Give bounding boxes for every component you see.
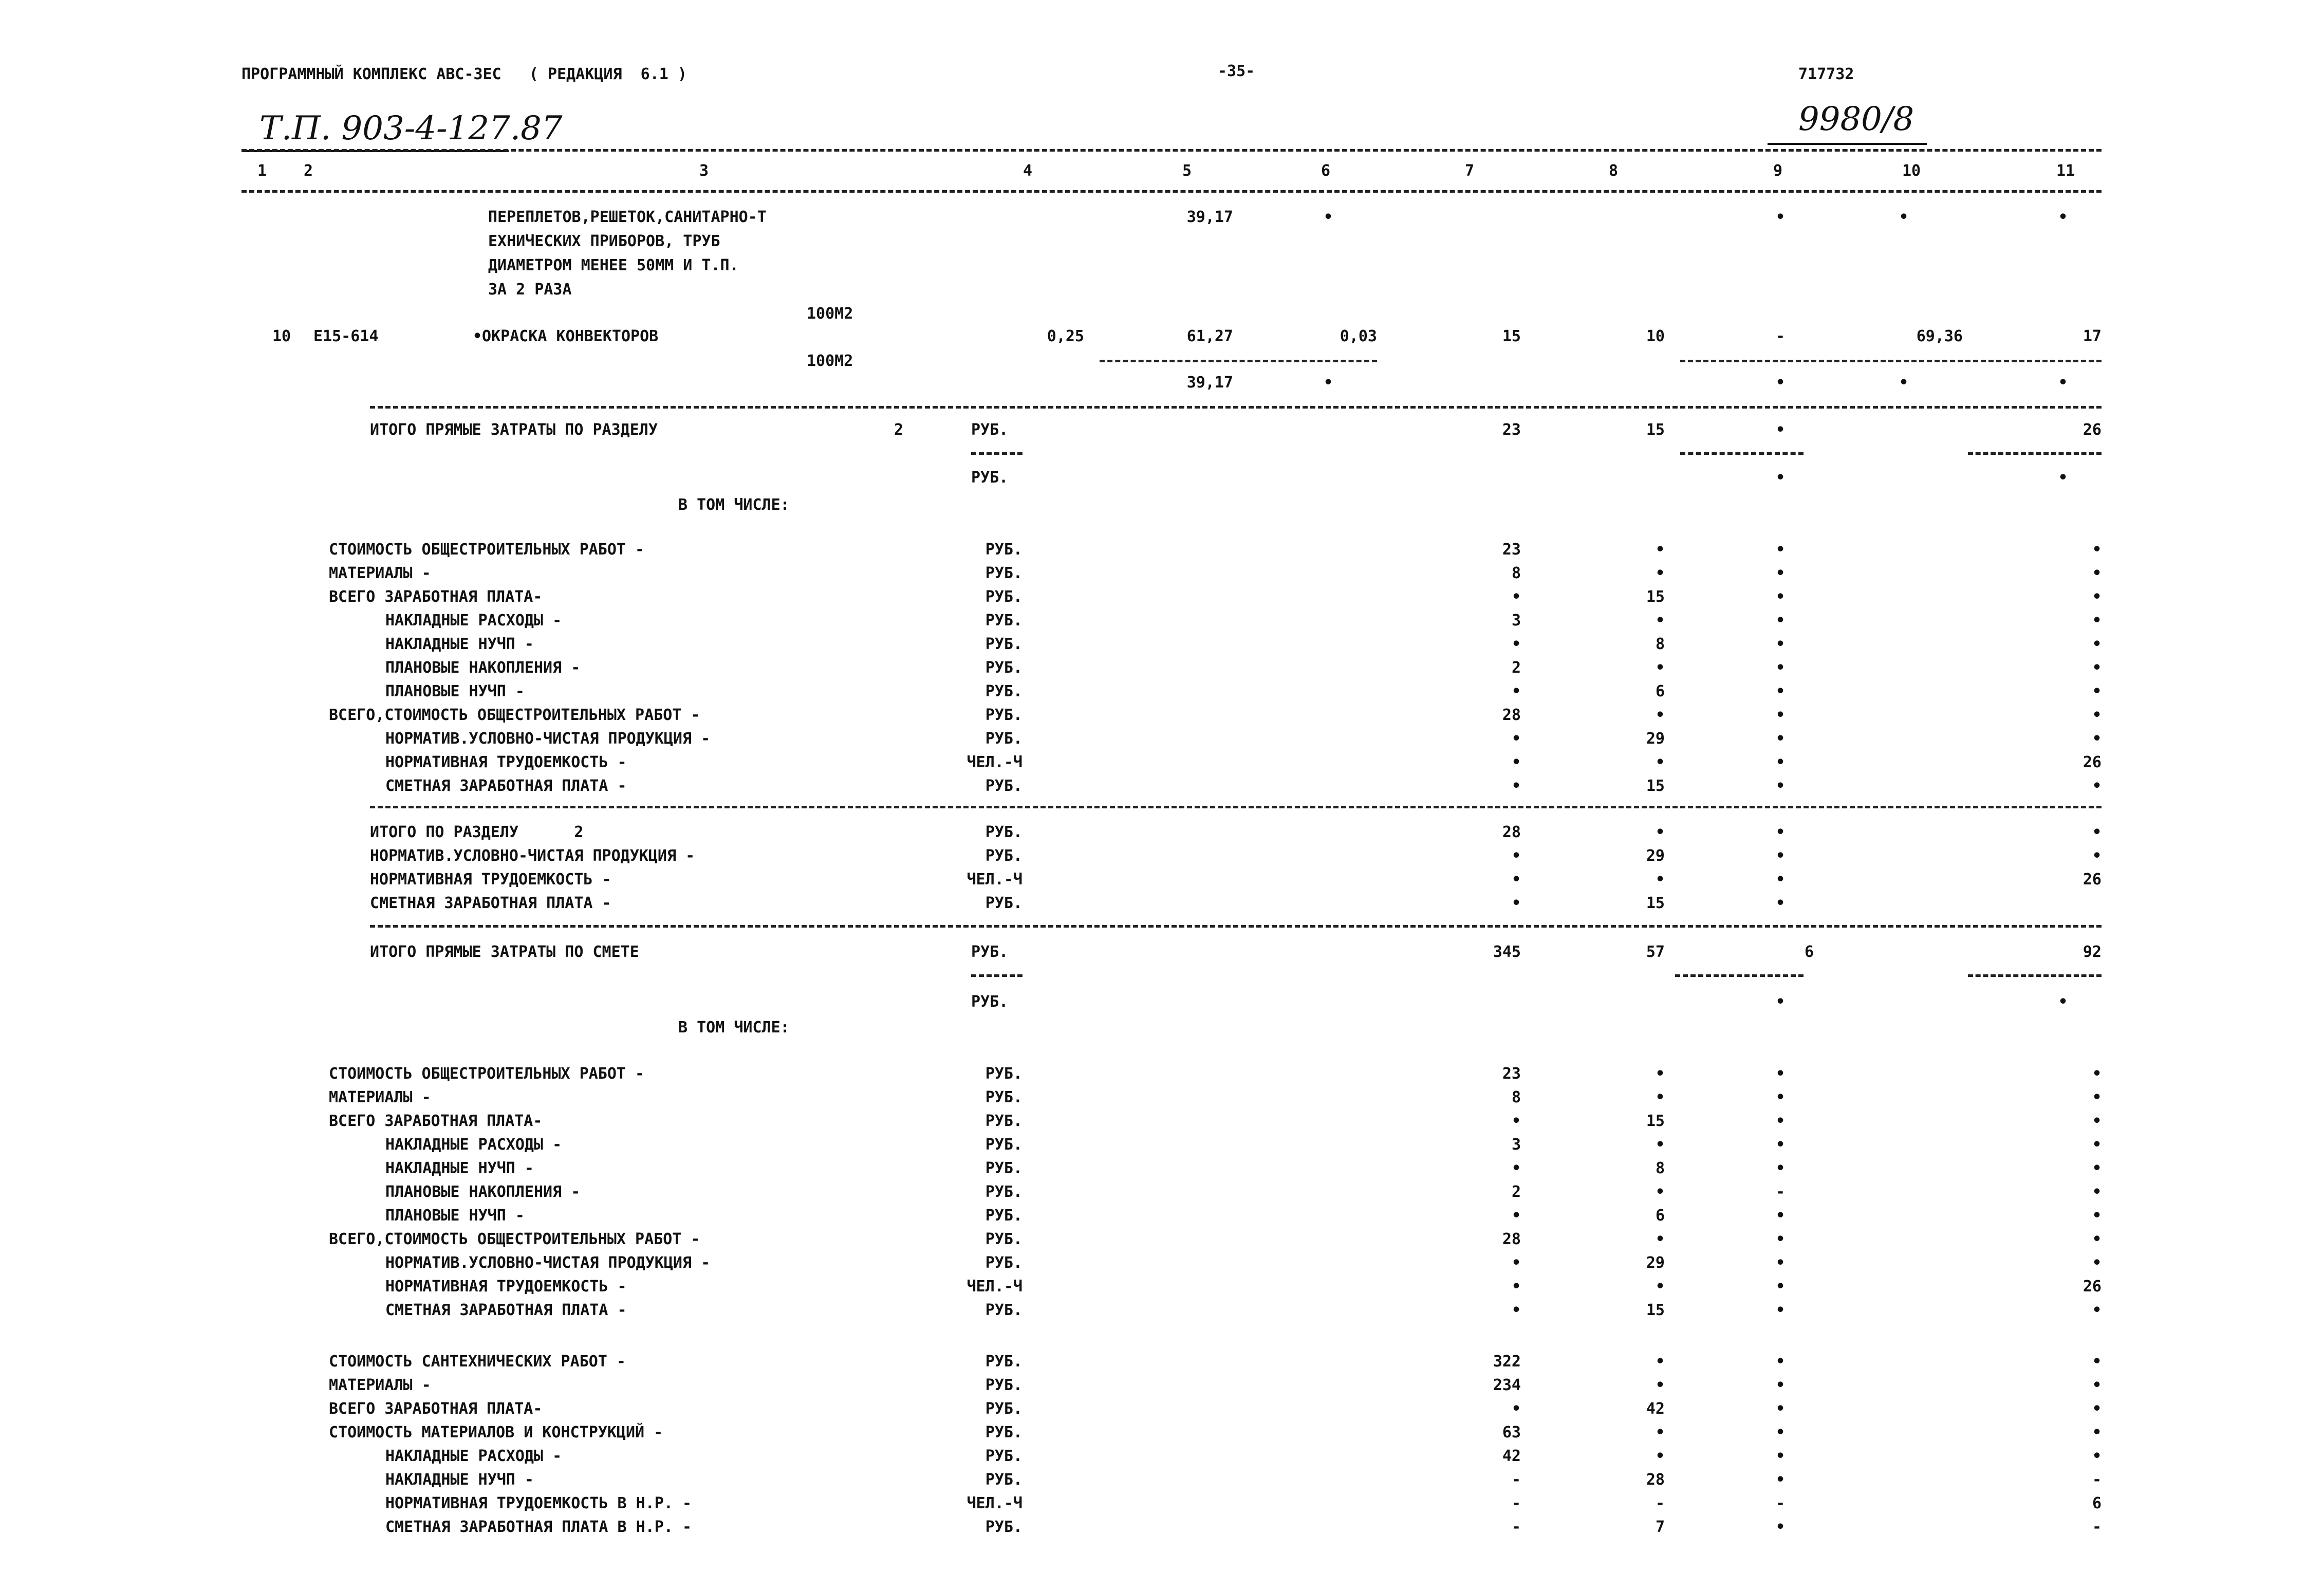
line-c8: • [1655, 1278, 1665, 1296]
line-c8: 29 [1646, 847, 1665, 865]
line-unit: РУБ. [985, 1112, 1022, 1130]
line-c9: • [1775, 1112, 1786, 1130]
line-c11: • [2092, 635, 2102, 653]
line-unit: РУБ. [985, 588, 1022, 606]
line-unit: РУБ. [985, 1301, 1022, 1319]
line-label: ВСЕГО,СТОИМОСТЬ ОБЩЕСТРОИТЕЛЬНЫХ РАБОТ - [329, 706, 700, 724]
line-c11: • [2092, 706, 2102, 724]
line-c9: • [1775, 1400, 1786, 1418]
line-c8: 15 [1646, 1301, 1665, 1319]
line-c9: • [1775, 1301, 1786, 1319]
line-c7: • [1511, 1278, 1521, 1296]
line-c8: 15 [1646, 777, 1665, 795]
row-price-b: 39,17 [1186, 374, 1233, 392]
row-c8: 10 [1646, 327, 1665, 345]
line-c7: 23 [1502, 541, 1521, 559]
line-c7: 23 [1502, 1065, 1521, 1083]
line-c9: • [1775, 588, 1786, 606]
item-dot: • [1899, 208, 1909, 226]
line-c7: • [1511, 871, 1521, 889]
line-c9: • [1775, 847, 1786, 865]
section-total-unit: РУБ. [971, 421, 1009, 439]
header-rule-top [241, 149, 2102, 152]
line-c9: • [1775, 635, 1786, 653]
line-c9: • [1775, 871, 1786, 889]
column-number: 6 [1321, 162, 1331, 180]
line-c11: • [2092, 1183, 2102, 1201]
unit-rule [971, 974, 1022, 977]
line-c9: • [1775, 894, 1786, 912]
column-number: 7 [1464, 162, 1475, 180]
line-c9: • [1775, 682, 1786, 700]
line-label: НАКЛАДНЫЕ НУЧП - [385, 1471, 534, 1489]
line-c9: • [1775, 1353, 1786, 1371]
line-c11: • [2092, 823, 2102, 841]
line-label: НОРМАТИВНАЯ ТРУДОЕМКОСТЬ В Н.Р. - [385, 1494, 692, 1512]
line-unit: РУБ. [985, 1136, 1022, 1154]
line-label: СМЕТНАЯ ЗАРАБОТНАЯ ПЛАТА В Н.Р. - [385, 1518, 692, 1536]
line-label: НАКЛАДНЫЕ НУЧП - [385, 635, 534, 653]
line-label: НАКЛАДНЫЕ РАСХОДЫ - [385, 1447, 562, 1465]
line-c7: • [1511, 682, 1521, 700]
line-c9: • [1775, 777, 1786, 795]
line-c7: 2 [1511, 659, 1521, 677]
row-c9: - [1775, 327, 1786, 345]
line-label: НАКЛАДНЫЕ РАСХОДЫ - [385, 612, 562, 630]
line-label: СТОИМОСТЬ ОБЩЕСТРОИТЕЛЬНЫХ РАБОТ - [329, 541, 645, 559]
line-c11: • [2092, 1447, 2102, 1465]
estimate-total-c11b: • [2058, 993, 2068, 1011]
line-unit: РУБ. [985, 1400, 1022, 1418]
line-c11: • [2092, 1376, 2102, 1394]
line-label: НОРМАТИВ.УСЛОВНО-ЧИСТАЯ ПРОДУКЦИЯ - [370, 847, 695, 865]
line-c8: • [1655, 1088, 1665, 1106]
line-label: МАТЕРИАЛЫ - [329, 564, 431, 582]
line-unit: РУБ. [985, 1447, 1022, 1465]
line-unit: РУБ. [985, 682, 1022, 700]
line-c9: • [1775, 1518, 1786, 1536]
line-c8: • [1655, 823, 1665, 841]
section-rule [370, 806, 2102, 808]
document-code: 717732 [1798, 65, 1854, 83]
column-number: 4 [1022, 162, 1033, 180]
line-c9: • [1775, 1065, 1786, 1083]
line-c9: • [1775, 1423, 1786, 1441]
line-c11: - [2092, 1471, 2102, 1489]
estimate-total-c11: 92 [2083, 943, 2102, 961]
section-total-label: ИТОГО ПРЯМЫЕ ЗАТРАТЫ ПО РАЗДЕЛУ [370, 421, 658, 439]
line-label: ВСЕГО ЗАРАБОТНАЯ ПЛАТА- [329, 1400, 543, 1418]
sheet-reference: 9980/8 [1798, 100, 1914, 138]
item-unit: 100М2 [807, 305, 853, 323]
line-c7: 42 [1502, 1447, 1521, 1465]
line-c7: • [1511, 1159, 1521, 1177]
section-total-c8: 15 [1646, 421, 1665, 439]
estimate-total-unit2: РУБ. [971, 993, 1009, 1011]
line-unit: РУБ. [985, 894, 1022, 912]
line-label: ИТОГО ПО РАЗДЕЛУ 2 [370, 823, 584, 841]
line-c7: 3 [1511, 612, 1521, 630]
line-c11: • [2092, 1088, 2102, 1106]
line-c11: 26 [2083, 753, 2102, 771]
item-dot: • [1323, 374, 1333, 392]
line-label: ПЛАНОВЫЕ НУЧП - [385, 682, 525, 700]
item-dot: • [1899, 374, 1909, 392]
section-total-unit2: РУБ. [971, 469, 1009, 487]
line-c7: 63 [1502, 1423, 1521, 1441]
line-label: НАКЛАДНЫЕ РАСХОДЫ - [385, 1136, 562, 1154]
line-c7: 3 [1511, 1136, 1521, 1154]
page-number: -35- [1218, 62, 1255, 80]
column-number: 2 [303, 162, 313, 180]
line-c7: - [1511, 1471, 1521, 1489]
line-c11: • [2092, 564, 2102, 582]
column-number: 3 [699, 162, 709, 180]
line-c11: • [2092, 1301, 2102, 1319]
line-unit: РУБ. [985, 1518, 1022, 1536]
line-c9: • [1775, 1376, 1786, 1394]
estimate-total-c7: 345 [1493, 943, 1521, 961]
line-label: НАКЛАДНЫЕ НУЧП - [385, 1159, 534, 1177]
line-c8: • [1655, 1183, 1665, 1201]
line-c8: 8 [1655, 1159, 1665, 1177]
line-label: СТОИМОСТЬ МАТЕРИАЛОВ И КОНСТРУКЦИЙ - [329, 1423, 663, 1441]
line-c11: • [2092, 612, 2102, 630]
line-unit: РУБ. [985, 823, 1022, 841]
line-c7: • [1511, 635, 1521, 653]
line-label: НОРМАТИВНАЯ ТРУДОЕМКОСТЬ - [370, 871, 611, 889]
line-c11: • [2092, 1065, 2102, 1083]
line-label: ПЛАНОВЫЕ НУЧП - [385, 1207, 525, 1225]
row-number: 10 [272, 327, 291, 345]
line-c8: 6 [1655, 682, 1665, 700]
line-c11: • [2092, 1136, 2102, 1154]
item-text-line: ПЕРЕПЛЕТОВ,РЕШЕТОК,САНИТАРНО-Т [488, 208, 767, 226]
line-c8: 42 [1646, 1400, 1665, 1418]
line-c9: • [1775, 564, 1786, 582]
line-c11: • [2092, 1423, 2102, 1441]
item-text-line: ДИАМЕТРОМ МЕНЕЕ 50ММ И Т.П. [488, 256, 739, 274]
line-unit: РУБ. [985, 1376, 1022, 1394]
line-c8: • [1655, 612, 1665, 630]
line-c7: • [1511, 1207, 1521, 1225]
line-label: МАТЕРИАЛЫ - [329, 1088, 431, 1106]
line-c8: 28 [1646, 1471, 1665, 1489]
column-number: 5 [1182, 162, 1192, 180]
line-c7: 28 [1502, 823, 1521, 841]
line-c9: • [1775, 612, 1786, 630]
line-unit: РУБ. [985, 1230, 1022, 1248]
line-c11: • [2092, 541, 2102, 559]
line-label: НОРМАТИВ.УСЛОВНО-ЧИСТАЯ ПРОДУКЦИЯ - [385, 1254, 711, 1272]
line-c7: • [1511, 894, 1521, 912]
line-c7: 2 [1511, 1183, 1521, 1201]
line-c9: • [1775, 1254, 1786, 1272]
line-c7: • [1511, 588, 1521, 606]
line-c11: • [2092, 1159, 2102, 1177]
line-c9: - [1775, 1494, 1786, 1512]
sheet-underline [1768, 143, 1927, 145]
column-number: 1 [257, 162, 267, 180]
line-c7: - [1511, 1494, 1521, 1512]
line-c9: • [1775, 706, 1786, 724]
row-c7: 15 [1502, 327, 1521, 345]
line-unit: РУБ. [985, 847, 1022, 865]
column-number: 10 [1902, 162, 1921, 180]
line-label: СТОИМОСТЬ САНТЕХНИЧЕСКИХ РАБОТ - [329, 1353, 626, 1371]
section-total-c11: 26 [2083, 421, 2102, 439]
line-c8: • [1655, 706, 1665, 724]
line-unit: РУБ. [985, 1183, 1022, 1201]
line-c7: 28 [1502, 706, 1521, 724]
row-qty: 0,25 [1047, 327, 1084, 345]
line-c7: • [1511, 753, 1521, 771]
line-c11: • [2092, 1254, 2102, 1272]
including-label: В ТОМ ЧИСЛЕ: [678, 1019, 790, 1037]
sub-rule [1680, 452, 1804, 455]
line-unit: РУБ. [985, 1065, 1022, 1083]
subtotal-rule [1680, 360, 2102, 362]
line-c8: • [1655, 1065, 1665, 1083]
sub-rule [1675, 974, 1804, 977]
line-c8: • [1655, 541, 1665, 559]
line-unit: РУБ. [985, 612, 1022, 630]
line-c11: • [2092, 659, 2102, 677]
line-c8: • [1655, 753, 1665, 771]
line-c7: • [1511, 1301, 1521, 1319]
line-unit: РУБ. [985, 635, 1022, 653]
line-c7: 28 [1502, 1230, 1521, 1248]
line-c11: 26 [2083, 1278, 2102, 1296]
line-c9: • [1775, 1159, 1786, 1177]
row-unit-price: 61,27 [1186, 327, 1233, 345]
item-dot: • [1775, 208, 1786, 226]
line-unit: РУБ. [985, 706, 1022, 724]
line-unit: РУБ. [985, 1353, 1022, 1371]
line-unit: ЧЕЛ.-Ч [966, 1494, 1022, 1512]
unit-rule [971, 452, 1022, 455]
line-c8: • [1655, 1230, 1665, 1248]
line-label: НОРМАТИВ.УСЛОВНО-ЧИСТАЯ ПРОДУКЦИЯ - [385, 730, 711, 748]
line-c8: • [1655, 871, 1665, 889]
line-c8: 29 [1646, 730, 1665, 748]
line-c8: 8 [1655, 635, 1665, 653]
line-unit: ЧЕЛ.-Ч [966, 871, 1022, 889]
item-dot: • [1775, 374, 1786, 392]
line-unit: РУБ. [985, 1207, 1022, 1225]
line-c7: • [1511, 1254, 1521, 1272]
program-header: ПРОГРАММНЫЙ КОМПЛЕКС АВС-3ЕС ( РЕДАКЦИЯ 6.1 ) [241, 65, 687, 83]
item-dot: • [2058, 374, 2068, 392]
line-c9: • [1775, 730, 1786, 748]
including-label: В ТОМ ЧИСЛЕ: [678, 496, 790, 514]
line-label: НОРМАТИВНАЯ ТРУДОЕМКОСТЬ - [385, 1278, 627, 1296]
line-label: ВСЕГО ЗАРАБОТНАЯ ПЛАТА- [329, 588, 543, 606]
row-code: Е15-614 [313, 327, 379, 345]
line-c11: • [2092, 588, 2102, 606]
section-rule [370, 406, 2102, 409]
line-c11: • [2092, 777, 2102, 795]
line-c11: • [2092, 1400, 2102, 1418]
line-label: СМЕТНАЯ ЗАРАБОТНАЯ ПЛАТА - [370, 894, 611, 912]
project-reference: Т.П. 903-4-127.87 [259, 109, 563, 147]
line-unit: РУБ. [985, 564, 1022, 582]
line-c8: 15 [1646, 894, 1665, 912]
line-c9: - [1775, 1183, 1786, 1201]
line-c9: • [1775, 823, 1786, 841]
line-c8: 6 [1655, 1207, 1665, 1225]
item-dot: • [1775, 469, 1786, 487]
line-c7: • [1511, 1112, 1521, 1130]
sub-rule [1968, 974, 2102, 977]
line-label: МАТЕРИАЛЫ - [329, 1376, 431, 1394]
line-label: ВСЕГО ЗАРАБОТНАЯ ПЛАТА- [329, 1112, 543, 1130]
estimate-total-c9: 6 [1804, 943, 1814, 961]
line-c9: • [1775, 659, 1786, 677]
line-c7: • [1511, 730, 1521, 748]
line-unit: РУБ. [985, 777, 1022, 795]
column-number: 8 [1608, 162, 1619, 180]
line-c9: • [1775, 1447, 1786, 1465]
row-c11: 17 [2083, 327, 2102, 345]
line-c11: • [2092, 730, 2102, 748]
line-c8: • [1655, 1447, 1665, 1465]
item-text-line: ЕХНИЧЕСКИХ ПРИБОРОВ, ТРУБ [488, 232, 720, 250]
line-unit: РУБ. [985, 1088, 1022, 1106]
estimate-total-c9b: • [1775, 993, 1786, 1011]
line-c8: 15 [1646, 1112, 1665, 1130]
line-unit: ЧЕЛ.-Ч [966, 753, 1022, 771]
item-text-line: ЗА 2 РАЗА [488, 281, 572, 299]
line-c8: - [1655, 1494, 1665, 1512]
line-c9: • [1775, 1471, 1786, 1489]
line-unit: РУБ. [985, 1471, 1022, 1489]
row-c6: 0,03 [1340, 327, 1377, 345]
line-c8: 29 [1646, 1254, 1665, 1272]
line-c9: • [1775, 1207, 1786, 1225]
item-dot: • [2058, 469, 2068, 487]
line-c8: • [1655, 564, 1665, 582]
subtotal-rule [1100, 360, 1377, 362]
item-dot: • [2058, 208, 2068, 226]
line-c7: 322 [1493, 1353, 1521, 1371]
row-unit: 100М2 [807, 352, 853, 370]
line-c7: 234 [1493, 1376, 1521, 1394]
line-c9: • [1775, 541, 1786, 559]
line-c11: • [2092, 1207, 2102, 1225]
line-c11: 6 [2092, 1494, 2102, 1512]
row-name: •ОКРАСКА КОНВЕКТОРОВ [473, 327, 659, 345]
line-unit: РУБ. [985, 659, 1022, 677]
section-total-num: 2 [894, 421, 904, 439]
line-unit: РУБ. [985, 1423, 1022, 1441]
line-c7: - [1511, 1518, 1521, 1536]
line-c7: 8 [1511, 1088, 1521, 1106]
line-label: ПЛАНОВЫЕ НАКОПЛЕНИЯ - [385, 659, 581, 677]
line-label: ВСЕГО,СТОИМОСТЬ ОБЩЕСТРОИТЕЛЬНЫХ РАБОТ - [329, 1230, 700, 1248]
line-c9: • [1775, 753, 1786, 771]
line-c7: 8 [1511, 564, 1521, 582]
line-c8: 15 [1646, 588, 1665, 606]
line-label: СМЕТНАЯ ЗАРАБОТНАЯ ПЛАТА - [385, 777, 627, 795]
line-c11: 26 [2083, 871, 2102, 889]
item-price: 39,17 [1186, 208, 1233, 226]
line-c9: • [1775, 1136, 1786, 1154]
line-label: ПЛАНОВЫЕ НАКОПЛЕНИЯ - [385, 1183, 581, 1201]
line-c8: 7 [1655, 1518, 1665, 1536]
line-c11: • [2092, 682, 2102, 700]
line-label: НОРМАТИВНАЯ ТРУДОЕМКОСТЬ - [385, 753, 627, 771]
estimate-total-c8: 57 [1646, 943, 1665, 961]
line-c11: • [2092, 1230, 2102, 1248]
line-unit: ЧЕЛ.-Ч [966, 1278, 1022, 1296]
line-c9: • [1775, 1230, 1786, 1248]
line-c11: • [2092, 1353, 2102, 1371]
line-c8: • [1655, 1376, 1665, 1394]
column-number: 11 [2056, 162, 2075, 180]
line-label: СТОИМОСТЬ ОБЩЕСТРОИТЕЛЬНЫХ РАБОТ - [329, 1065, 645, 1083]
line-c7: • [1511, 847, 1521, 865]
line-label: СМЕТНАЯ ЗАРАБОТНАЯ ПЛАТА - [385, 1301, 627, 1319]
column-number: 9 [1773, 162, 1783, 180]
line-unit: РУБ. [985, 541, 1022, 559]
line-c9: • [1775, 1278, 1786, 1296]
line-unit: РУБ. [985, 1254, 1022, 1272]
header-rule-bottom [241, 190, 2102, 193]
line-c8: • [1655, 1423, 1665, 1441]
estimate-total-unit: РУБ. [971, 943, 1009, 961]
line-c8: • [1655, 1136, 1665, 1154]
row-c10: 69,36 [1916, 327, 1963, 345]
line-c11: - [2092, 1518, 2102, 1536]
line-c7: • [1511, 777, 1521, 795]
sub-rule [1968, 452, 2102, 455]
line-c9: • [1775, 1088, 1786, 1106]
item-dot: • [1323, 208, 1333, 226]
line-unit: РУБ. [985, 730, 1022, 748]
line-c8: • [1655, 659, 1665, 677]
line-c7: • [1511, 1400, 1521, 1418]
section-total-c9: • [1775, 421, 1786, 439]
line-c11: • [2092, 1112, 2102, 1130]
line-unit: РУБ. [985, 1159, 1022, 1177]
section-total-c7: 23 [1502, 421, 1521, 439]
line-c11: • [2092, 847, 2102, 865]
estimate-rule [370, 925, 2102, 928]
estimate-total-label: ИТОГО ПРЯМЫЕ ЗАТРАТЫ ПО СМЕТЕ [370, 943, 639, 961]
line-c8: • [1655, 1353, 1665, 1371]
